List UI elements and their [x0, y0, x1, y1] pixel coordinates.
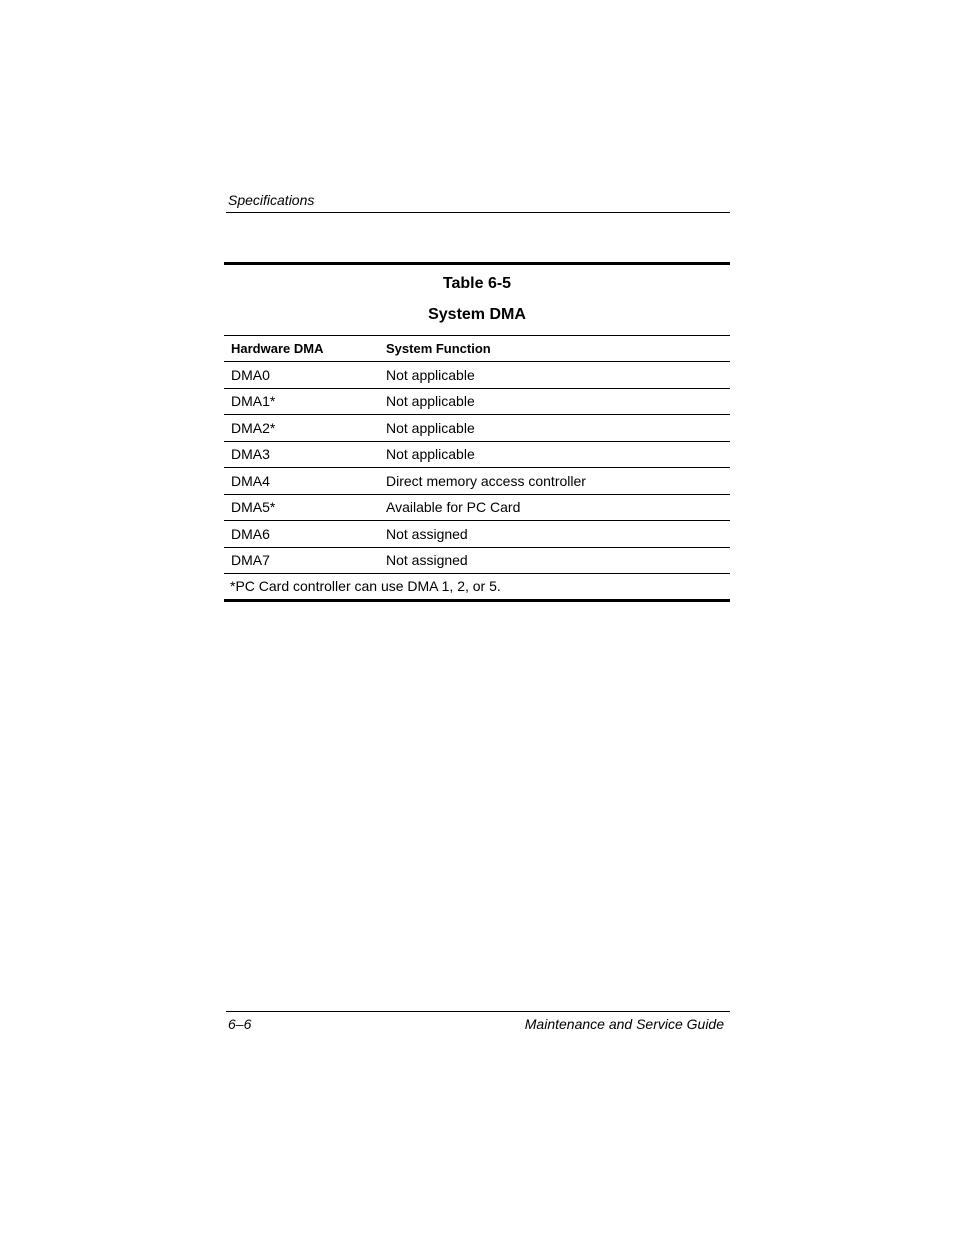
hardware-dma-cell: DMA6	[224, 521, 379, 548]
system-function-cell: Not assigned	[379, 547, 730, 574]
table-row	[224, 468, 730, 495]
hardware-dma-cell: DMA3	[224, 441, 379, 468]
hardware-dma-cell: DMA4	[224, 468, 379, 495]
system-function-cell: Not assigned	[379, 521, 730, 548]
table-top-rule	[224, 262, 730, 265]
table-row	[224, 521, 730, 548]
table-row	[224, 494, 730, 521]
section-name: Specifications	[228, 192, 315, 208]
system-function-cell: Available for PC Card	[379, 494, 730, 521]
page-number: 6–6	[228, 1016, 252, 1032]
dma-table	[224, 336, 730, 574]
column-header-hardware-dma: Hardware DMA	[224, 336, 379, 362]
hardware-dma-cell: DMA7	[224, 547, 379, 574]
table-row	[224, 388, 730, 415]
table-header-row	[224, 336, 730, 362]
system-function-cell: Not applicable	[379, 388, 730, 415]
table-row	[224, 415, 730, 442]
table-footnote: *PC Card controller can use DMA 1, 2, or 5.	[224, 574, 730, 602]
column-header-system-function: System Function	[379, 336, 730, 362]
system-function-cell: Not applicable	[379, 441, 730, 468]
guide-title: Maintenance and Service Guide	[524, 1016, 724, 1032]
system-function-cell: Direct memory access controller	[379, 468, 730, 495]
table-title: System DMA	[224, 305, 730, 336]
running-header	[226, 190, 730, 213]
system-function-cell: Not applicable	[379, 415, 730, 442]
hardware-dma-cell: DMA2*	[224, 415, 379, 442]
table-row	[224, 441, 730, 468]
table-number: Table 6-5	[442, 275, 512, 292]
table-row	[224, 362, 730, 389]
hardware-dma-cell: DMA0	[224, 362, 379, 389]
table-block	[224, 262, 730, 602]
running-footer	[226, 1011, 730, 1036]
hardware-dma-cell: DMA1*	[224, 388, 379, 415]
table-row	[224, 547, 730, 574]
system-function-cell: Not applicable	[379, 362, 730, 389]
hardware-dma-cell: DMA5*	[224, 494, 379, 521]
